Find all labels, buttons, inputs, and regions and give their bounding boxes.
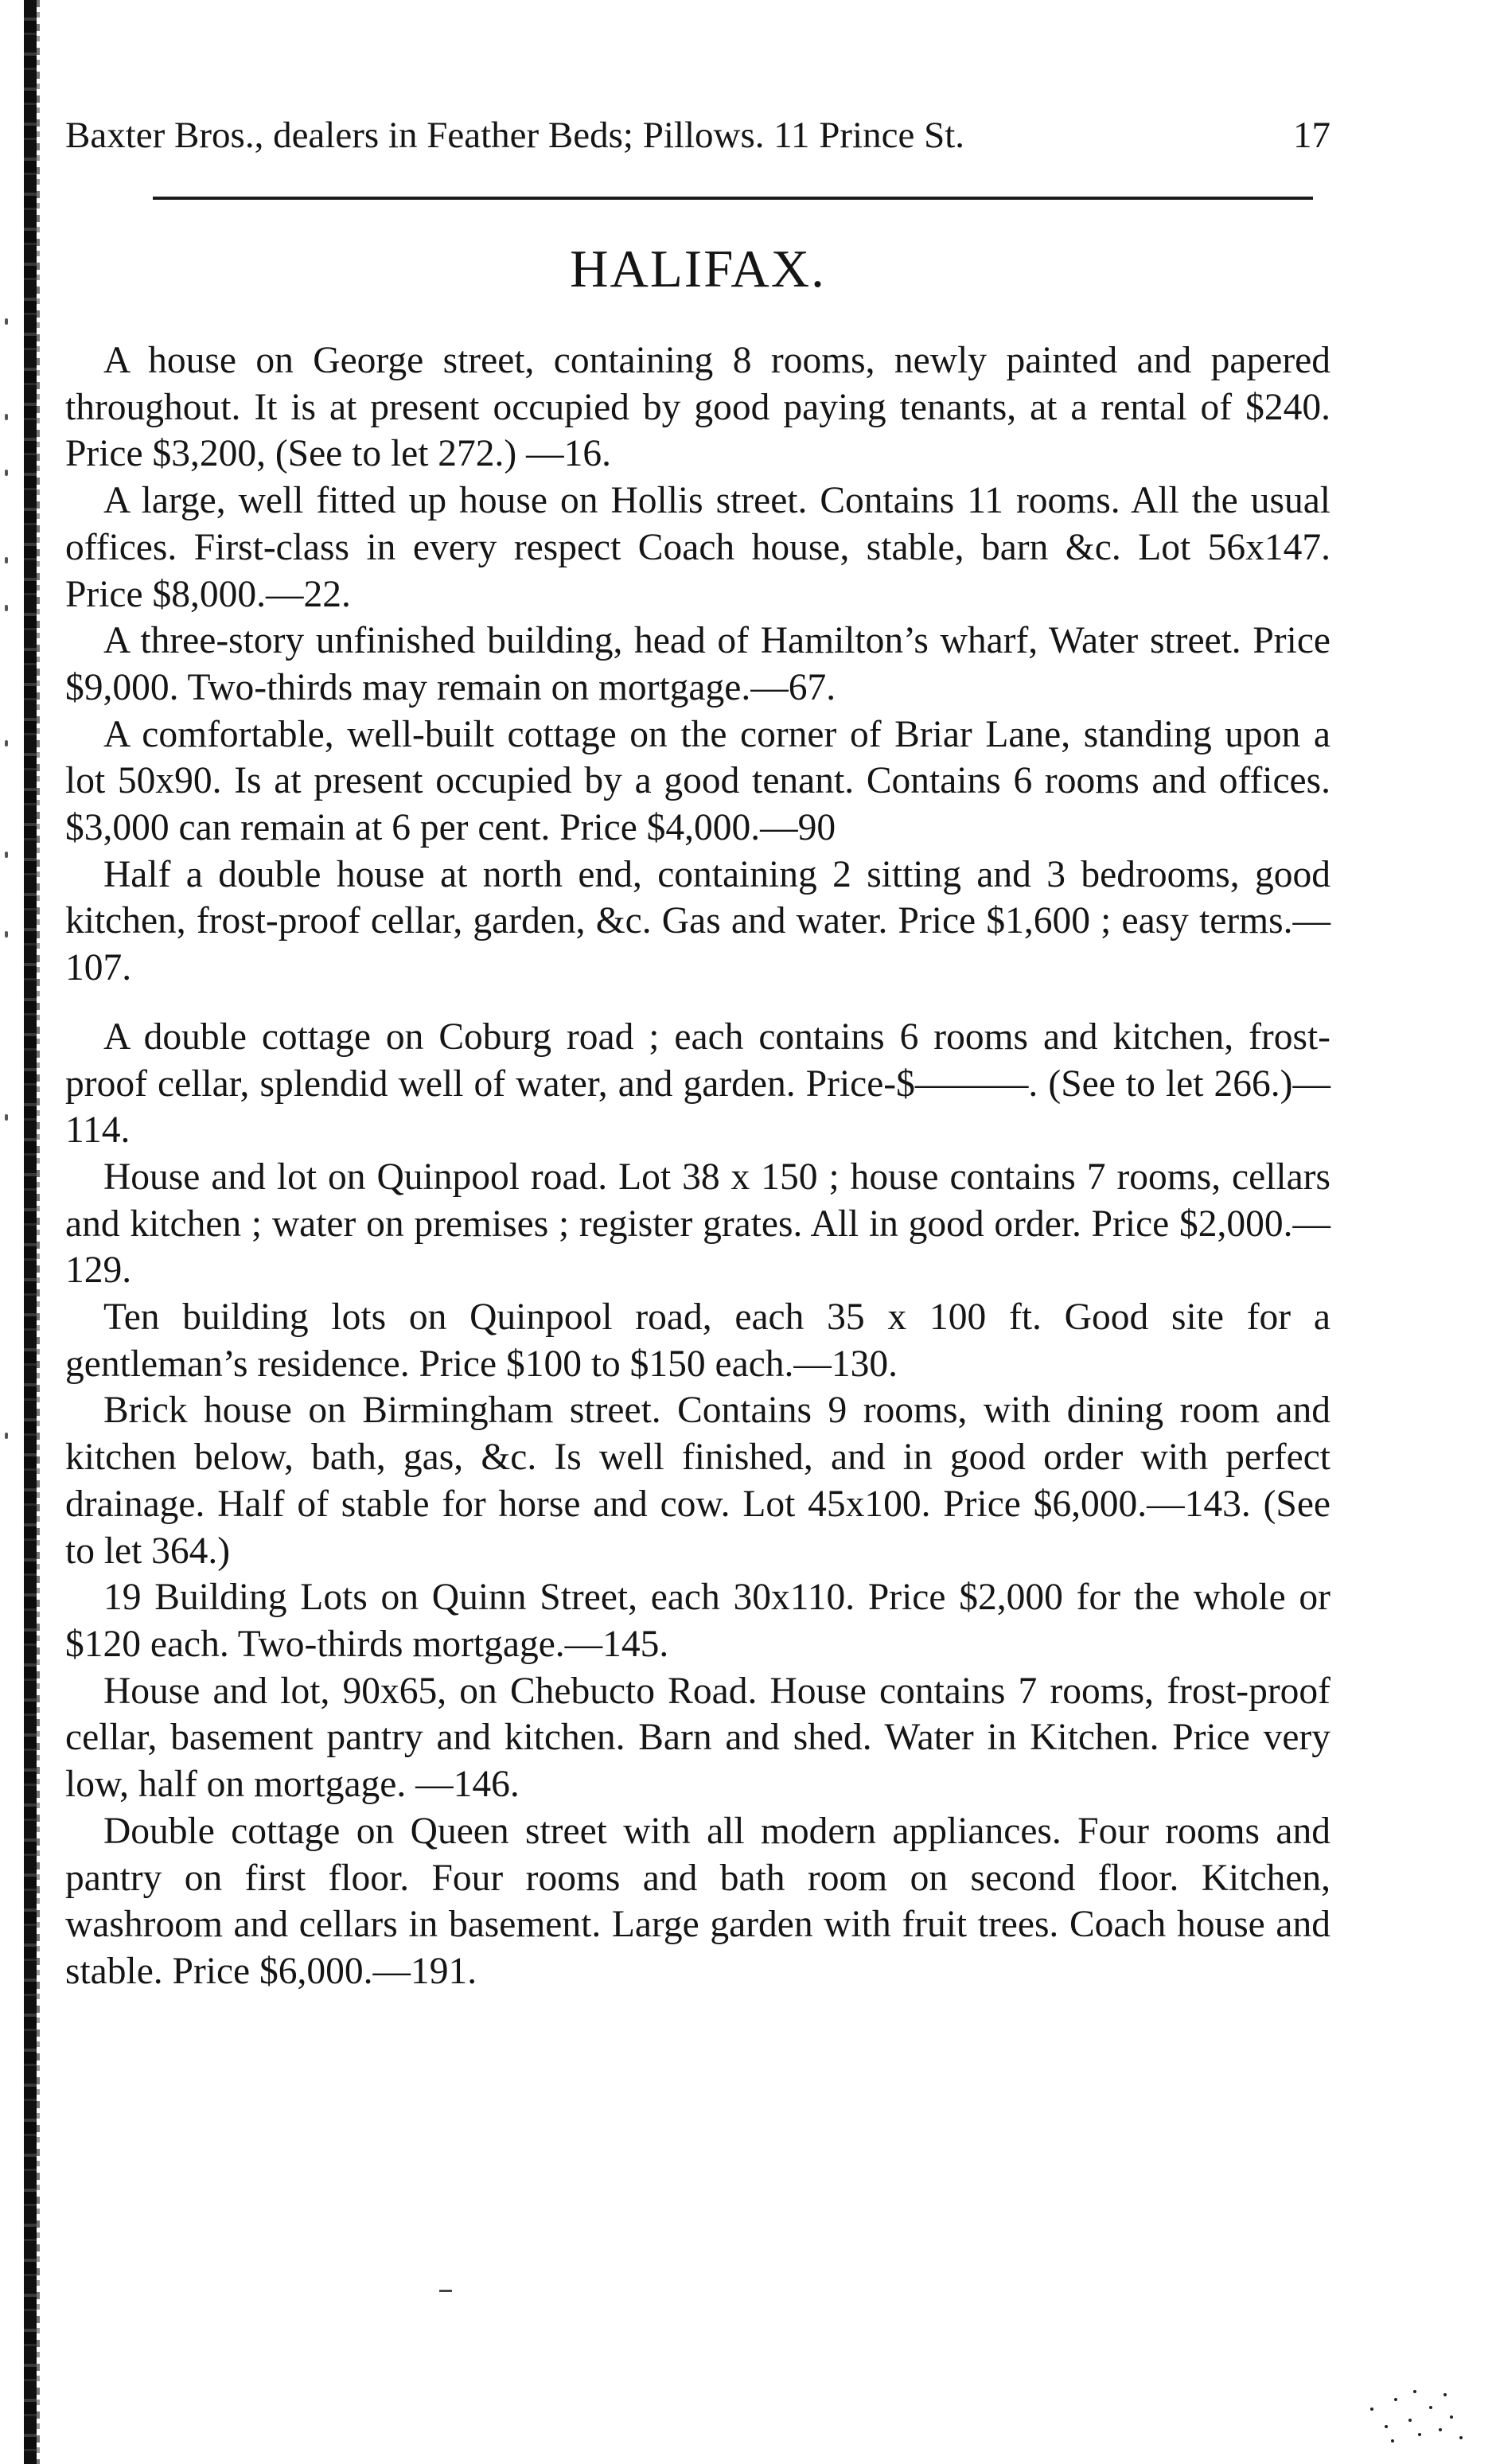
listing-birmingham-street: Brick house on Birmingham street. Contains 9 rooms, with dining room and kitchen below, bath, gas, &c. Is well finished, and in good order with perfect drainage. Half of stable for horse and cow. Lot 45x100. Price $6,000.—143. (See to let 364.) <box>65 1390 1330 1572</box>
running-head <box>65 111 1330 159</box>
property-listings <box>65 337 1330 1995</box>
listing-queen-street: Double cottage on Queen street with all modern appliances. Four rooms and pantry on first floor. Four rooms and bath room on second floor. Kitchen, washroom and cellars in basement. Large garden with fruit trees. Coach house and stable. Price $6,000.—191. <box>65 1810 1330 1992</box>
running-head-text: Baxter Bros., dealers in Feather Beds; Pillows. 11 Prince St. <box>65 115 965 156</box>
stray-mark <box>439 2290 452 2292</box>
listing-quinpool-road-lots: Ten building lots on Quinpool road, each 35 x 100 ft. Good site for a gentleman’s residence. Price $100 to $150 each.—130. <box>65 1296 1330 1385</box>
page-binding-edge <box>37 0 40 2464</box>
listing-quinpool-road-house: House and lot on Quinpool road. Lot 38 x 150 ; house contains 7 rooms, cellars and kitchen ; water on premises ; register grates. All in good order. Price $2,000.—129. <box>65 1156 1330 1292</box>
listing-north-end: Half a double house at north end, containing 2 sitting and 3 bedrooms, good kitchen, frost-proof cellar, garden, &c. Gas and water. Price $1,600 ; easy terms.—107. <box>65 853 1330 989</box>
listing-george-street: A house on George street, containing 8 rooms, newly painted and papered throughout. It is at present occupied by good paying tenants, at a rental of $240. Price $3,200, (See to let 272.) —16. <box>65 340 1330 475</box>
margin-marks <box>2 0 16 2464</box>
listing-chebucto-road: House and lot, 90x65, on Chebucto Road. House contains 7 rooms, frost-proof cellar, basement pantry and kitchen. Barn and shed. Water in Kitchen. Price very low, half on mortgage. —146. <box>65 1670 1330 1806</box>
listing-briar-lane: A comfortable, well-built cottage on the corner of Briar Lane, standing upon a lot 50x90. Is at present occupied by a good tenant. Contains 6 rooms and offices. $3,000 can remain at 6 per cent. Price $4,000.—90 <box>65 713 1330 849</box>
page-number: 17 <box>1293 115 1330 156</box>
page-binding-strip <box>24 0 37 2464</box>
listing-quinn-street: 19 Building Lots on Quinn Street, each 30x110. Price $2,000 for the whole or $120 each. Two-thirds mortgage.—145. <box>65 1577 1330 1665</box>
listing-coburg-road: A double cottage on Coburg road ; each contains 6 rooms and kitchen, frost-proof cellar, splendid well of water, and garden. Price-$———. (See to let 266.)—114. <box>65 1016 1330 1152</box>
header-rule <box>153 197 1313 200</box>
print-speckle <box>1362 2384 1474 2447</box>
section-title: HALIFAX. <box>570 240 826 298</box>
listing-hollis-street: A large, well fitted up house on Hollis street. Contains 11 rooms. All the usual offices. First-class in every respect Coach house, stable, barn &c. Lot 56x147. Price $8,000.—22. <box>65 480 1330 615</box>
listing-water-street: A three-story unfinished building, head of Hamilton’s wharf, Water street. Price $9,000. Two-thirds may remain on mortgage.—67. <box>65 620 1330 708</box>
